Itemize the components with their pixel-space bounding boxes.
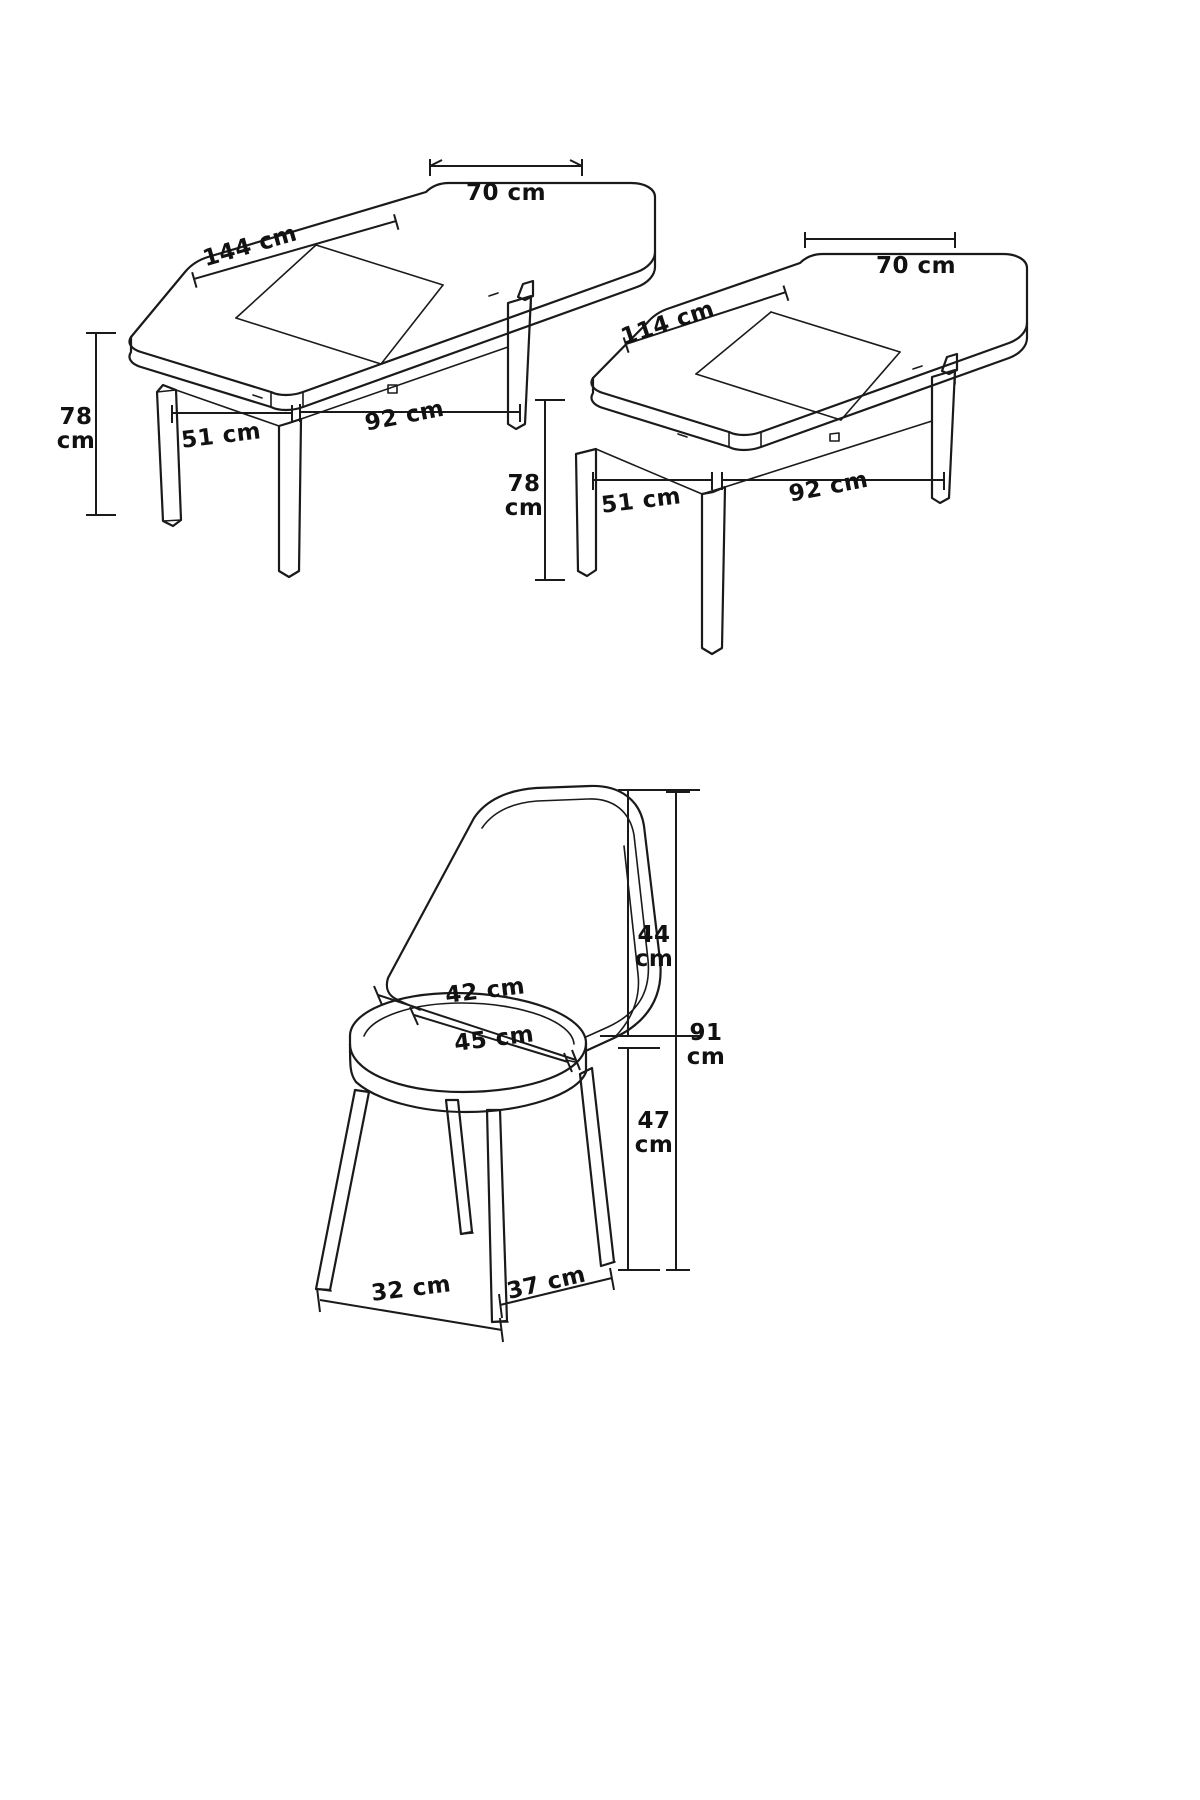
dim-label-78cm-height-closed-2: cm [504, 495, 544, 521]
dim-label-78cm-height-extended-1: 78 [59, 404, 93, 430]
dim-label-51cm-extended: 51 cm [179, 418, 263, 454]
dim-label-44cm-backrest-1: 44 [637, 922, 671, 948]
dim-label-70cm-top-closed: 70 cm [875, 253, 957, 279]
dim-label-78cm-height-closed-1: 78 [507, 471, 541, 497]
dim-label-44cm-backrest-2: cm [634, 946, 674, 972]
dim-label-91cm-total-2: cm [686, 1044, 726, 1070]
dim-label-92cm-closed: 92 cm [786, 466, 871, 508]
dim-label-51cm-closed: 51 cm [599, 483, 683, 519]
dim-label-78cm-height-extended-2: cm [56, 428, 96, 454]
dim-label-92cm-extended: 92 cm [362, 395, 447, 437]
table-closed-drawing [576, 254, 1027, 654]
chair-drawing [316, 786, 661, 1322]
dim-label-32cm-front-span: 32 cm [369, 1271, 453, 1307]
dim-label-47cm-seat-1: 47 [637, 1108, 671, 1134]
dim-label-144cm-extended: 144 cm [200, 220, 301, 273]
dim-label-45cm-seat-width: 45 cm [452, 1021, 536, 1057]
dim-label-114cm-closed: 114 cm [617, 296, 718, 351]
dim-label-91cm-total-1: 91 [689, 1020, 723, 1046]
dim-label-70cm-top-extended: 70 cm [465, 180, 547, 206]
dim-label-47cm-seat-2: cm [634, 1132, 674, 1158]
dim-label-37cm-side-span: 37 cm [504, 1261, 589, 1305]
dim-label-42cm-seat-depth: 42 cm [443, 973, 527, 1009]
